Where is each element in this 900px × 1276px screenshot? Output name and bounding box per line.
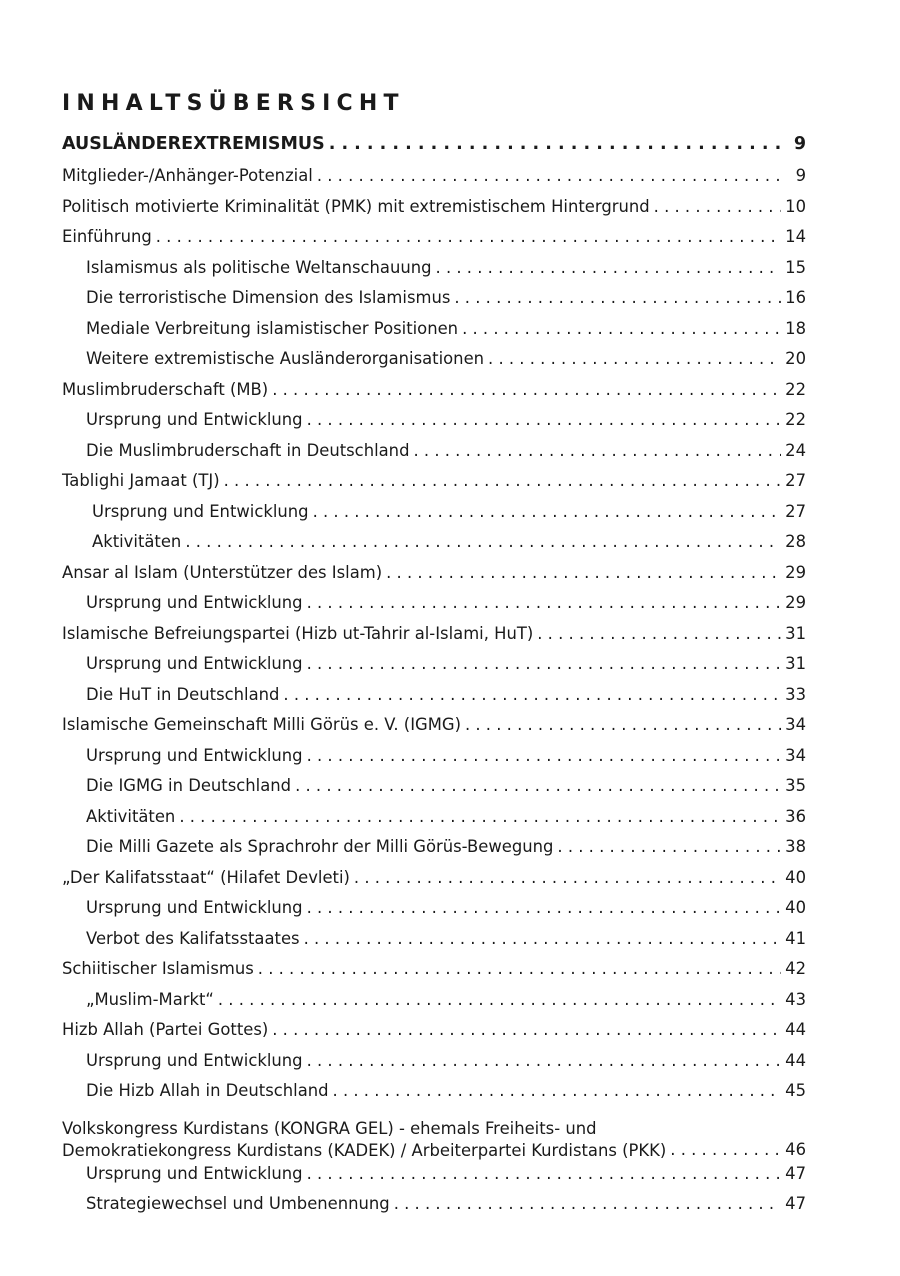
toc-subentry[interactable] [62, 1049, 806, 1080]
dot-leader [304, 927, 782, 951]
toc-entry-text: Die Milli Gazete als Sprachrohr der Milli Görüs-Bewegung [86, 837, 554, 856]
toc-entry[interactable] [62, 1110, 806, 1162]
toc-entry-text: Islamische Gemeinschaft Milli Görüs e. V. (IGMG) [62, 715, 461, 734]
dot-leader [333, 1079, 782, 1103]
dot-leader [329, 132, 784, 156]
toc-subentry[interactable] [62, 988, 806, 1019]
toc-page [62, 86, 806, 1223]
toc-entry-text-line2: Demokratiekongress Kurdistans (KADEK) / Arbeiterpartei Kurdistans (PKK) [62, 1140, 667, 1160]
toc-entry-text: Islamische Befreiungspartei (Hizb ut-Tahrir al-Islami, HuT) [62, 623, 534, 643]
toc-entry-page: 47 [785, 1163, 806, 1183]
toc-entry-page: 16 [785, 288, 806, 307]
toc-entry-text: Die Muslimbruderschaft in Deutschland [86, 440, 410, 460]
toc-entry-page: 35 [785, 776, 806, 795]
toc-entry[interactable] [62, 469, 806, 500]
toc-entry-page: 27 [785, 471, 806, 490]
toc-entry-text-line1: Volkskongress Kurdistans (KONGRA GEL) - ehemals Freiheits- und [62, 1118, 597, 1138]
dot-leader [557, 835, 781, 859]
dot-leader [218, 988, 781, 1012]
toc-subentry[interactable] [62, 500, 806, 531]
dot-leader [307, 408, 782, 432]
toc-entry-text: Islamismus als politische Weltanschauung [86, 257, 432, 277]
dot-leader [465, 713, 781, 737]
toc-entry-text: Schiitischer Islamismus [62, 959, 254, 978]
toc-title: INHALTSÜBERSICHT [62, 91, 405, 116]
toc-subentry[interactable] [62, 683, 806, 714]
toc-entry-text: Strategiewechsel und Umbenennung [86, 1194, 390, 1213]
dot-leader [179, 805, 781, 829]
dot-leader [272, 378, 781, 402]
dot-leader [317, 164, 784, 188]
dot-leader [307, 1162, 782, 1186]
toc-entry-section[interactable] [62, 132, 806, 164]
toc-entry-page: 15 [785, 257, 806, 277]
toc-entry[interactable] [62, 164, 806, 195]
toc-entry-page: 27 [785, 501, 806, 521]
toc-entry-text: Einführung [62, 227, 152, 246]
dot-leader [307, 744, 782, 768]
toc-entry-page: 24 [785, 440, 806, 460]
toc-subentry[interactable] [62, 927, 806, 958]
toc-entry-text: Muslimbruderschaft (MB) [62, 379, 269, 399]
toc-entry-page: 18 [785, 318, 806, 338]
toc-entry-text: Die HuT in Deutschland [86, 684, 280, 704]
toc-entry-page: 36 [785, 806, 806, 826]
toc-entry-text: Ansar al Islam (Unterstützer des Islam) [62, 562, 383, 582]
toc-subentry[interactable] [62, 408, 806, 439]
toc-entry-page: 22 [785, 410, 806, 429]
toc-entry[interactable] [62, 225, 806, 256]
dot-leader [488, 347, 781, 371]
toc-subentry[interactable] [62, 805, 806, 836]
toc-entry-page: 22 [785, 379, 806, 399]
toc-entry-page: 34 [785, 745, 806, 765]
dot-leader [307, 591, 782, 615]
toc-entry-text: „Der Kalifatsstaat“ (Hilafet Devleti) [62, 867, 350, 887]
dot-leader [394, 1192, 781, 1216]
toc-entry[interactable] [62, 1018, 806, 1049]
toc-entry[interactable] [62, 622, 806, 653]
toc-entry-page: 29 [785, 593, 806, 612]
toc-subentry[interactable] [62, 774, 806, 805]
dot-leader [454, 286, 781, 310]
toc-list [62, 132, 806, 1223]
toc-entry-page: 9 [793, 134, 806, 154]
toc-entry[interactable] [62, 713, 806, 744]
dot-leader [224, 469, 782, 493]
toc-entry-page: 29 [785, 562, 806, 582]
toc-entry-text: Mediale Verbreitung islamistischer Positionen [86, 318, 459, 338]
dot-leader [283, 683, 781, 707]
toc-entry-text: Mitglieder-/Anhänger-Potenzial [62, 166, 313, 185]
dot-leader [307, 896, 782, 920]
toc-subentry[interactable] [62, 1162, 806, 1193]
toc-subentry[interactable] [62, 652, 806, 683]
toc-entry-page: 10 [785, 196, 806, 216]
toc-entry-page: 43 [785, 989, 806, 1009]
toc-entry-page: 41 [785, 928, 806, 948]
toc-entry[interactable] [62, 195, 806, 226]
dot-leader [413, 439, 781, 463]
toc-entry-page: 44 [785, 1050, 806, 1070]
dot-leader [307, 652, 782, 676]
toc-entry-page: 45 [785, 1081, 806, 1100]
toc-entry-text: Ursprung und Entwicklung [92, 501, 309, 521]
dot-leader [185, 530, 781, 554]
toc-entry-text: Weitere extremistische Ausländerorganisationen [86, 349, 485, 368]
toc-entry-text: Verbot des Kalifatsstaates [86, 928, 300, 948]
toc-subentry[interactable] [62, 439, 806, 470]
toc-entry-text: Ursprung und Entwicklung [86, 654, 303, 673]
dot-leader [354, 866, 781, 890]
toc-entry[interactable] [62, 957, 806, 988]
toc-entry-page: 46 [785, 1139, 806, 1159]
toc-entry-page: 47 [785, 1194, 806, 1213]
toc-subentry[interactable] [62, 835, 806, 866]
dot-leader [670, 1138, 781, 1162]
toc-entry[interactable] [62, 378, 806, 409]
dot-leader [462, 317, 781, 341]
dot-leader [258, 957, 781, 981]
toc-entry-page: 40 [785, 898, 806, 917]
toc-entry-text: Ursprung und Entwicklung [86, 593, 303, 612]
dot-leader [272, 1018, 781, 1042]
toc-entry[interactable] [62, 561, 806, 592]
toc-entry-text: Die IGMG in Deutschland [86, 776, 292, 795]
toc-entry-text: Ursprung und Entwicklung [86, 1163, 303, 1183]
toc-subentry[interactable] [62, 1079, 806, 1110]
toc-entry-text: Politisch motivierte Kriminalität (PMK) mit extremistischem Hintergrund [62, 196, 650, 216]
toc-entry-page: 9 [795, 166, 806, 185]
toc-entry-page: 31 [785, 623, 806, 643]
dot-leader [307, 1049, 782, 1073]
dot-leader [537, 622, 781, 646]
toc-entry-text: Ursprung und Entwicklung [86, 1050, 303, 1070]
toc-entry-text: „Muslim-Markt“ [86, 989, 214, 1009]
toc-entry-text: Aktivitäten [86, 806, 176, 826]
dot-leader [386, 561, 781, 585]
toc-entry-page: 44 [785, 1020, 806, 1039]
toc-subentry[interactable] [62, 744, 806, 775]
toc-entry-text: Die Hizb Allah in Deutschland [86, 1081, 329, 1100]
dot-leader [295, 774, 781, 798]
toc-entry-page: 14 [785, 227, 806, 246]
toc-subentry[interactable] [62, 896, 806, 927]
dot-leader [156, 225, 781, 249]
toc-entry-text: Ursprung und Entwicklung [86, 898, 303, 917]
toc-entry-page: 31 [785, 654, 806, 673]
toc-subentry[interactable] [62, 591, 806, 622]
toc-entry-page: 38 [785, 837, 806, 856]
toc-entry-page: 20 [785, 349, 806, 368]
toc-subentry[interactable] [62, 317, 806, 348]
toc-subentry[interactable] [62, 286, 806, 317]
toc-entry-page: 33 [785, 684, 806, 704]
toc-entry-text: Die terroristische Dimension des Islamismus [86, 288, 451, 307]
toc-entry-page: 34 [785, 715, 806, 734]
toc-entry-text [62, 1118, 666, 1162]
dot-leader [436, 256, 782, 280]
toc-entry-page: 40 [785, 867, 806, 887]
toc-subentry[interactable] [62, 347, 806, 378]
toc-entry-text: Hizb Allah (Partei Gottes) [62, 1020, 269, 1039]
toc-entry-text: Ursprung und Entwicklung [86, 745, 303, 765]
toc-entry-page: 28 [785, 532, 806, 551]
dot-leader [313, 500, 782, 524]
toc-subentry[interactable] [62, 530, 806, 561]
toc-entry[interactable] [62, 866, 806, 897]
dot-leader [654, 195, 781, 219]
toc-subentry[interactable] [62, 256, 806, 287]
toc-entry-text: Aktivitäten [92, 532, 182, 551]
toc-entry-text: AUSLÄNDEREXTREMISMUS [62, 134, 325, 154]
toc-entry-text: Ursprung und Entwicklung [86, 410, 303, 429]
toc-entry-text: Tablighi Jamaat (TJ) [62, 471, 220, 490]
toc-entry-page: 42 [785, 959, 806, 978]
toc-subentry[interactable] [62, 1192, 806, 1223]
